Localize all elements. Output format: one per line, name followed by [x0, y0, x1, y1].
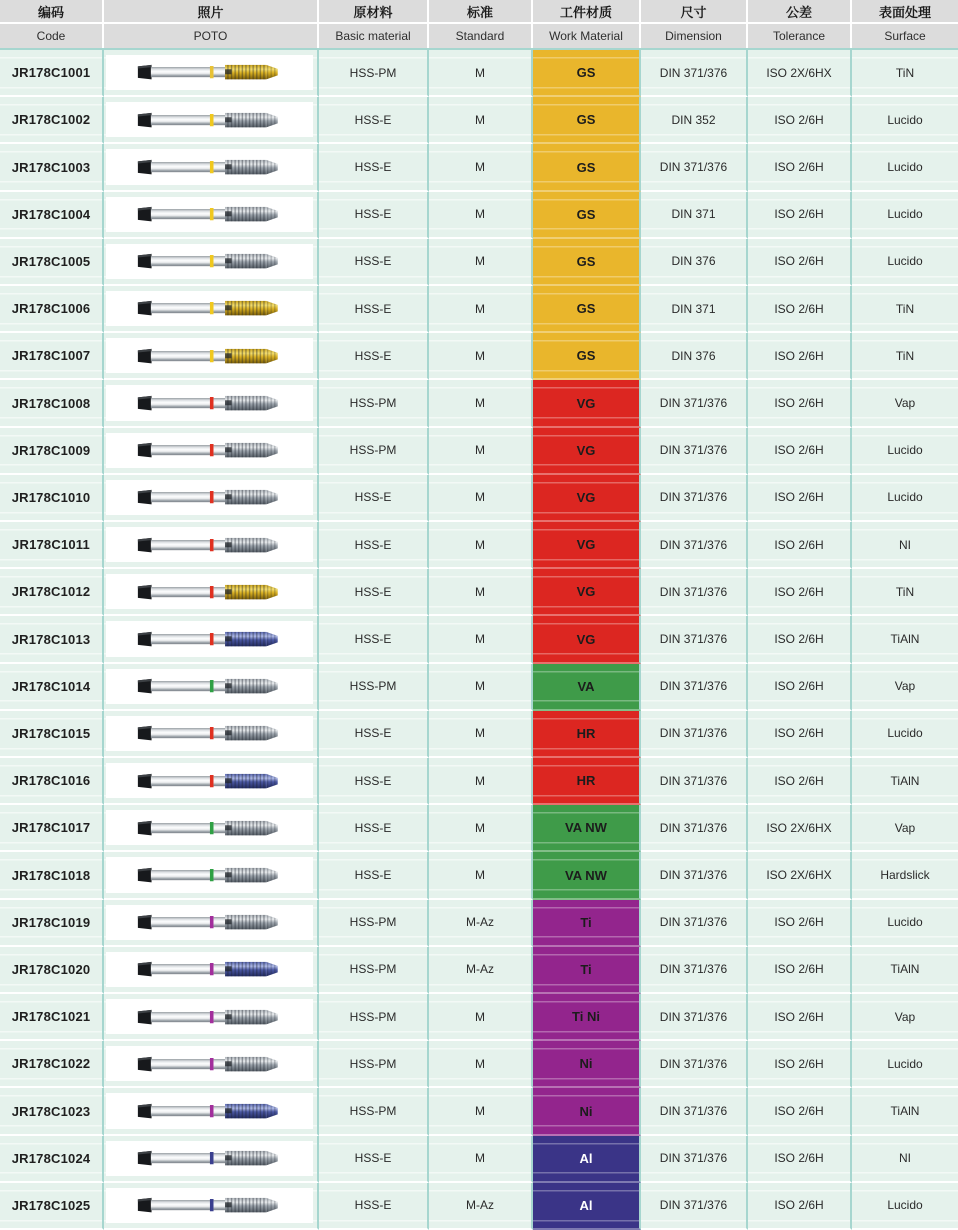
tolerance: ISO 2/6H	[748, 97, 852, 144]
tap-illustration	[114, 293, 304, 323]
dimension: DIN 371/376	[641, 144, 748, 191]
tolerance: ISO 2/6H	[748, 475, 852, 522]
dimension: DIN 371/376	[641, 50, 748, 97]
surface: Vap	[852, 380, 958, 427]
header-work-material-en: Work Material	[533, 24, 641, 48]
dimension: DIN 371/376	[641, 664, 748, 711]
product-photo-cell	[104, 144, 319, 191]
basic-material: HSS-PM	[319, 380, 429, 427]
standard: M	[429, 1041, 533, 1088]
tap-illustration	[114, 246, 304, 276]
tolerance: ISO 2/6H	[748, 333, 852, 380]
surface: Lucido	[852, 475, 958, 522]
product-photo	[106, 385, 313, 420]
header-material-en: Basic material	[319, 24, 429, 48]
basic-material: HSS-PM	[319, 1041, 429, 1088]
standard: M	[429, 664, 533, 711]
product-photo-cell	[104, 1183, 319, 1230]
product-code: JR178C1006	[0, 286, 104, 333]
work-material: HR	[533, 758, 641, 805]
dimension: DIN 371	[641, 192, 748, 239]
standard: M	[429, 758, 533, 805]
tolerance: ISO 2/6H	[748, 1136, 852, 1183]
basic-material: HSS-E	[319, 569, 429, 616]
tolerance: ISO 2X/6HX	[748, 50, 852, 97]
product-code: JR178C1020	[0, 947, 104, 994]
standard: M	[429, 333, 533, 380]
header-work-material-zh: 工件材质	[533, 0, 641, 24]
dimension: DIN 371/376	[641, 947, 748, 994]
basic-material: HSS-PM	[319, 428, 429, 475]
product-code: JR178C1009	[0, 428, 104, 475]
tolerance: ISO 2/6H	[748, 664, 852, 711]
table-row	[0, 805, 958, 852]
product-code: JR178C1017	[0, 805, 104, 852]
basic-material: HSS-E	[319, 239, 429, 286]
product-photo	[106, 905, 313, 940]
product-photo-cell	[104, 1041, 319, 1088]
dimension: DIN 371/376	[641, 711, 748, 758]
tap-illustration	[114, 577, 304, 607]
tolerance: ISO 2/6H	[748, 1088, 852, 1135]
table-row	[0, 475, 958, 522]
tolerance: ISO 2/6H	[748, 711, 852, 758]
product-photo	[106, 716, 313, 751]
product-photo	[106, 574, 313, 609]
table-row	[0, 852, 958, 899]
tap-illustration	[114, 1002, 304, 1032]
tap-illustration	[114, 57, 304, 87]
dimension: DIN 371/376	[641, 852, 748, 899]
product-photo-cell	[104, 286, 319, 333]
product-photo	[106, 291, 313, 326]
table-row	[0, 569, 958, 616]
dimension: DIN 371/376	[641, 1041, 748, 1088]
work-material: GS	[533, 239, 641, 286]
work-material: Al	[533, 1183, 641, 1230]
tap-illustration	[114, 341, 304, 371]
dimension: DIN 371/376	[641, 1088, 748, 1135]
tap-illustration	[114, 1096, 304, 1126]
dimension: DIN 371/376	[641, 380, 748, 427]
work-material: GS	[533, 192, 641, 239]
work-material: GS	[533, 97, 641, 144]
basic-material: HSS-E	[319, 1183, 429, 1230]
tap-illustration	[114, 105, 304, 135]
header-dimension-en: Dimension	[641, 24, 748, 48]
surface: TiAlN	[852, 758, 958, 805]
product-photo	[106, 857, 313, 892]
tap-illustration	[114, 1190, 304, 1220]
header-surface-en: Surface	[852, 24, 958, 48]
basic-material: HSS-E	[319, 805, 429, 852]
surface: Lucido	[852, 144, 958, 191]
product-photo-cell	[104, 805, 319, 852]
tap-illustration	[114, 813, 304, 843]
surface: Lucido	[852, 97, 958, 144]
work-material: HR	[533, 711, 641, 758]
work-material: VA	[533, 664, 641, 711]
dimension: DIN 371/376	[641, 994, 748, 1041]
product-code: JR178C1001	[0, 50, 104, 97]
tap-illustration	[114, 718, 304, 748]
work-material: VG	[533, 569, 641, 616]
dimension: DIN 371/376	[641, 522, 748, 569]
product-photo	[106, 1093, 313, 1128]
header-code-en: Code	[0, 24, 104, 48]
product-code: JR178C1010	[0, 475, 104, 522]
product-photo-cell	[104, 852, 319, 899]
tolerance: ISO 2/6H	[748, 1041, 852, 1088]
work-material: VG	[533, 475, 641, 522]
header-surface-zh: 表面处理	[852, 0, 958, 24]
product-photo	[106, 621, 313, 656]
work-material: GS	[533, 144, 641, 191]
product-photo	[106, 244, 313, 279]
header-standard-en: Standard	[429, 24, 533, 48]
header-standard-zh: 标准	[429, 0, 533, 24]
dimension: DIN 371/376	[641, 475, 748, 522]
tolerance: ISO 2/6H	[748, 758, 852, 805]
basic-material: HSS-E	[319, 144, 429, 191]
product-code: JR178C1021	[0, 994, 104, 1041]
table-row	[0, 758, 958, 805]
work-material: Ti	[533, 947, 641, 994]
standard: M	[429, 286, 533, 333]
table-row	[0, 1088, 958, 1135]
work-material: Ti Ni	[533, 994, 641, 1041]
tap-illustration	[114, 482, 304, 512]
table-row	[0, 333, 958, 380]
product-photo	[106, 55, 313, 90]
surface: Lucido	[852, 1183, 958, 1230]
product-photo	[106, 1141, 313, 1176]
product-photo	[106, 102, 313, 137]
basic-material: HSS-PM	[319, 947, 429, 994]
product-photo-cell	[104, 1088, 319, 1135]
tolerance: ISO 2/6H	[748, 239, 852, 286]
table-row	[0, 900, 958, 947]
standard: M	[429, 805, 533, 852]
tolerance: ISO 2/6H	[748, 192, 852, 239]
tolerance: ISO 2/6H	[748, 1183, 852, 1230]
tap-illustration	[114, 1049, 304, 1079]
product-code: JR178C1002	[0, 97, 104, 144]
basic-material: HSS-PM	[319, 50, 429, 97]
product-code: JR178C1014	[0, 664, 104, 711]
work-material: VG	[533, 428, 641, 475]
tap-illustration	[114, 860, 304, 890]
basic-material: HSS-E	[319, 97, 429, 144]
tolerance: ISO 2/6H	[748, 522, 852, 569]
table-row	[0, 522, 958, 569]
basic-material: HSS-E	[319, 286, 429, 333]
product-code: JR178C1016	[0, 758, 104, 805]
product-code: JR178C1024	[0, 1136, 104, 1183]
product-code: JR178C1019	[0, 900, 104, 947]
standard: M	[429, 1088, 533, 1135]
standard: M	[429, 616, 533, 663]
product-photo	[106, 527, 313, 562]
work-material: GS	[533, 286, 641, 333]
tap-illustration	[114, 199, 304, 229]
basic-material: HSS-E	[319, 333, 429, 380]
surface: TiAlN	[852, 616, 958, 663]
product-code: JR178C1022	[0, 1041, 104, 1088]
product-photo-cell	[104, 758, 319, 805]
work-material: VG	[533, 380, 641, 427]
dimension: DIN 371/376	[641, 1183, 748, 1230]
surface: Lucido	[852, 192, 958, 239]
standard: M	[429, 711, 533, 758]
table-row	[0, 50, 958, 97]
tap-illustration	[114, 671, 304, 701]
product-photo	[106, 433, 313, 468]
product-code: JR178C1008	[0, 380, 104, 427]
table-row	[0, 192, 958, 239]
basic-material: HSS-E	[319, 616, 429, 663]
tap-illustration	[114, 1143, 304, 1173]
surface: TiN	[852, 50, 958, 97]
product-code: JR178C1005	[0, 239, 104, 286]
product-photo-cell	[104, 1136, 319, 1183]
basic-material: HSS-E	[319, 522, 429, 569]
dimension: DIN 371/376	[641, 428, 748, 475]
product-photo-cell	[104, 380, 319, 427]
product-code: JR178C1012	[0, 569, 104, 616]
dimension: DIN 371/376	[641, 1136, 748, 1183]
surface: Lucido	[852, 428, 958, 475]
table-row	[0, 428, 958, 475]
product-photo-cell	[104, 333, 319, 380]
tolerance: ISO 2/6H	[748, 616, 852, 663]
table-row	[0, 1136, 958, 1183]
product-photo-cell	[104, 239, 319, 286]
header-row-en	[0, 24, 958, 48]
dimension: DIN 352	[641, 97, 748, 144]
dimension: DIN 371/376	[641, 758, 748, 805]
product-photo	[106, 197, 313, 232]
header-tolerance-zh: 公差	[748, 0, 852, 24]
standard: M	[429, 852, 533, 899]
table-row	[0, 286, 958, 333]
product-photo-cell	[104, 97, 319, 144]
work-material: VA NW	[533, 852, 641, 899]
product-code: JR178C1025	[0, 1183, 104, 1230]
tap-illustration	[114, 766, 304, 796]
product-code: JR178C1023	[0, 1088, 104, 1135]
product-photo	[106, 669, 313, 704]
table-row	[0, 947, 958, 994]
standard: M	[429, 380, 533, 427]
tap-illustration	[114, 624, 304, 654]
product-code: JR178C1018	[0, 852, 104, 899]
product-code: JR178C1013	[0, 616, 104, 663]
surface: Vap	[852, 805, 958, 852]
product-photo	[106, 149, 313, 184]
basic-material: HSS-E	[319, 192, 429, 239]
surface: Hardslick	[852, 852, 958, 899]
basic-material: HSS-PM	[319, 900, 429, 947]
tolerance: ISO 2/6H	[748, 380, 852, 427]
surface: TiAlN	[852, 1088, 958, 1135]
surface: NI	[852, 522, 958, 569]
table-row	[0, 97, 958, 144]
product-photo	[106, 1188, 313, 1223]
basic-material: HSS-E	[319, 475, 429, 522]
product-photo	[106, 763, 313, 798]
standard: M	[429, 522, 533, 569]
surface: TiN	[852, 333, 958, 380]
dimension: DIN 371/376	[641, 900, 748, 947]
product-code: JR178C1015	[0, 711, 104, 758]
table-body	[0, 50, 958, 1230]
product-photo-cell	[104, 947, 319, 994]
surface: Lucido	[852, 711, 958, 758]
product-photo	[106, 1046, 313, 1081]
tap-illustration	[114, 530, 304, 560]
standard: M-Az	[429, 947, 533, 994]
table-header	[0, 0, 958, 50]
product-photo-cell	[104, 900, 319, 947]
tap-illustration	[114, 152, 304, 182]
table-row	[0, 616, 958, 663]
header-photo-zh: 照片	[104, 0, 319, 24]
product-photo-cell	[104, 475, 319, 522]
tap-illustration	[114, 907, 304, 937]
header-tolerance-en: Tolerance	[748, 24, 852, 48]
header-row-zh	[0, 0, 958, 24]
work-material: VG	[533, 522, 641, 569]
product-code: JR178C1003	[0, 144, 104, 191]
dimension: DIN 376	[641, 239, 748, 286]
surface: TiN	[852, 286, 958, 333]
product-photo	[106, 999, 313, 1034]
standard: M	[429, 144, 533, 191]
basic-material: HSS-E	[319, 758, 429, 805]
basic-material: HSS-E	[319, 711, 429, 758]
header-material-zh: 原材料	[319, 0, 429, 24]
table-row	[0, 664, 958, 711]
standard: M	[429, 1136, 533, 1183]
product-photo-cell	[104, 711, 319, 758]
surface: TiN	[852, 569, 958, 616]
work-material: GS	[533, 50, 641, 97]
dimension: DIN 371/376	[641, 805, 748, 852]
work-material: VG	[533, 616, 641, 663]
product-photo-cell	[104, 569, 319, 616]
surface: NI	[852, 1136, 958, 1183]
tolerance: ISO 2X/6HX	[748, 805, 852, 852]
table-row	[0, 711, 958, 758]
standard: M-Az	[429, 1183, 533, 1230]
work-material: Ti	[533, 900, 641, 947]
tolerance: ISO 2X/6HX	[748, 852, 852, 899]
surface: Lucido	[852, 900, 958, 947]
work-material: VA NW	[533, 805, 641, 852]
basic-material: HSS-E	[319, 852, 429, 899]
tolerance: ISO 2/6H	[748, 900, 852, 947]
table-row	[0, 239, 958, 286]
work-material: Al	[533, 1136, 641, 1183]
tolerance: ISO 2/6H	[748, 569, 852, 616]
tolerance: ISO 2/6H	[748, 286, 852, 333]
dimension: DIN 371/376	[641, 616, 748, 663]
standard: M	[429, 239, 533, 286]
table-row	[0, 994, 958, 1041]
dimension: DIN 371	[641, 286, 748, 333]
basic-material: HSS-PM	[319, 994, 429, 1041]
tolerance: ISO 2/6H	[748, 947, 852, 994]
standard: M	[429, 994, 533, 1041]
standard: M	[429, 192, 533, 239]
header-dimension-zh: 尺寸	[641, 0, 748, 24]
product-code: JR178C1007	[0, 333, 104, 380]
standard: M	[429, 475, 533, 522]
table-row	[0, 1183, 958, 1230]
product-photo	[106, 338, 313, 373]
product-photo-cell	[104, 428, 319, 475]
product-photo	[106, 952, 313, 987]
product-photo-cell	[104, 522, 319, 569]
standard: M	[429, 97, 533, 144]
standard: M	[429, 569, 533, 616]
product-photo	[106, 810, 313, 845]
basic-material: HSS-E	[319, 1136, 429, 1183]
surface: Lucido	[852, 1041, 958, 1088]
table-row	[0, 144, 958, 191]
dimension: DIN 376	[641, 333, 748, 380]
work-material: GS	[533, 333, 641, 380]
header-photo-en: POTO	[104, 24, 319, 48]
tolerance: ISO 2/6H	[748, 994, 852, 1041]
basic-material: HSS-PM	[319, 664, 429, 711]
product-photo-cell	[104, 616, 319, 663]
product-photo-cell	[104, 994, 319, 1041]
surface: TiAlN	[852, 947, 958, 994]
table-row	[0, 380, 958, 427]
tap-illustration	[114, 435, 304, 465]
table-row	[0, 1041, 958, 1088]
product-code: JR178C1011	[0, 522, 104, 569]
standard: M	[429, 50, 533, 97]
tolerance: ISO 2/6H	[748, 144, 852, 191]
product-photo-cell	[104, 50, 319, 97]
standard: M	[429, 428, 533, 475]
product-photo	[106, 480, 313, 515]
surface: Vap	[852, 994, 958, 1041]
tolerance: ISO 2/6H	[748, 428, 852, 475]
surface: Vap	[852, 664, 958, 711]
basic-material: HSS-PM	[319, 1088, 429, 1135]
standard: M-Az	[429, 900, 533, 947]
header-code-zh: 编码	[0, 0, 104, 24]
tap-illustration	[114, 388, 304, 418]
product-photo-cell	[104, 192, 319, 239]
dimension: DIN 371/376	[641, 569, 748, 616]
product-code: JR178C1004	[0, 192, 104, 239]
tap-illustration	[114, 954, 304, 984]
work-material: Ni	[533, 1041, 641, 1088]
work-material: Ni	[533, 1088, 641, 1135]
surface: Lucido	[852, 239, 958, 286]
product-photo-cell	[104, 664, 319, 711]
